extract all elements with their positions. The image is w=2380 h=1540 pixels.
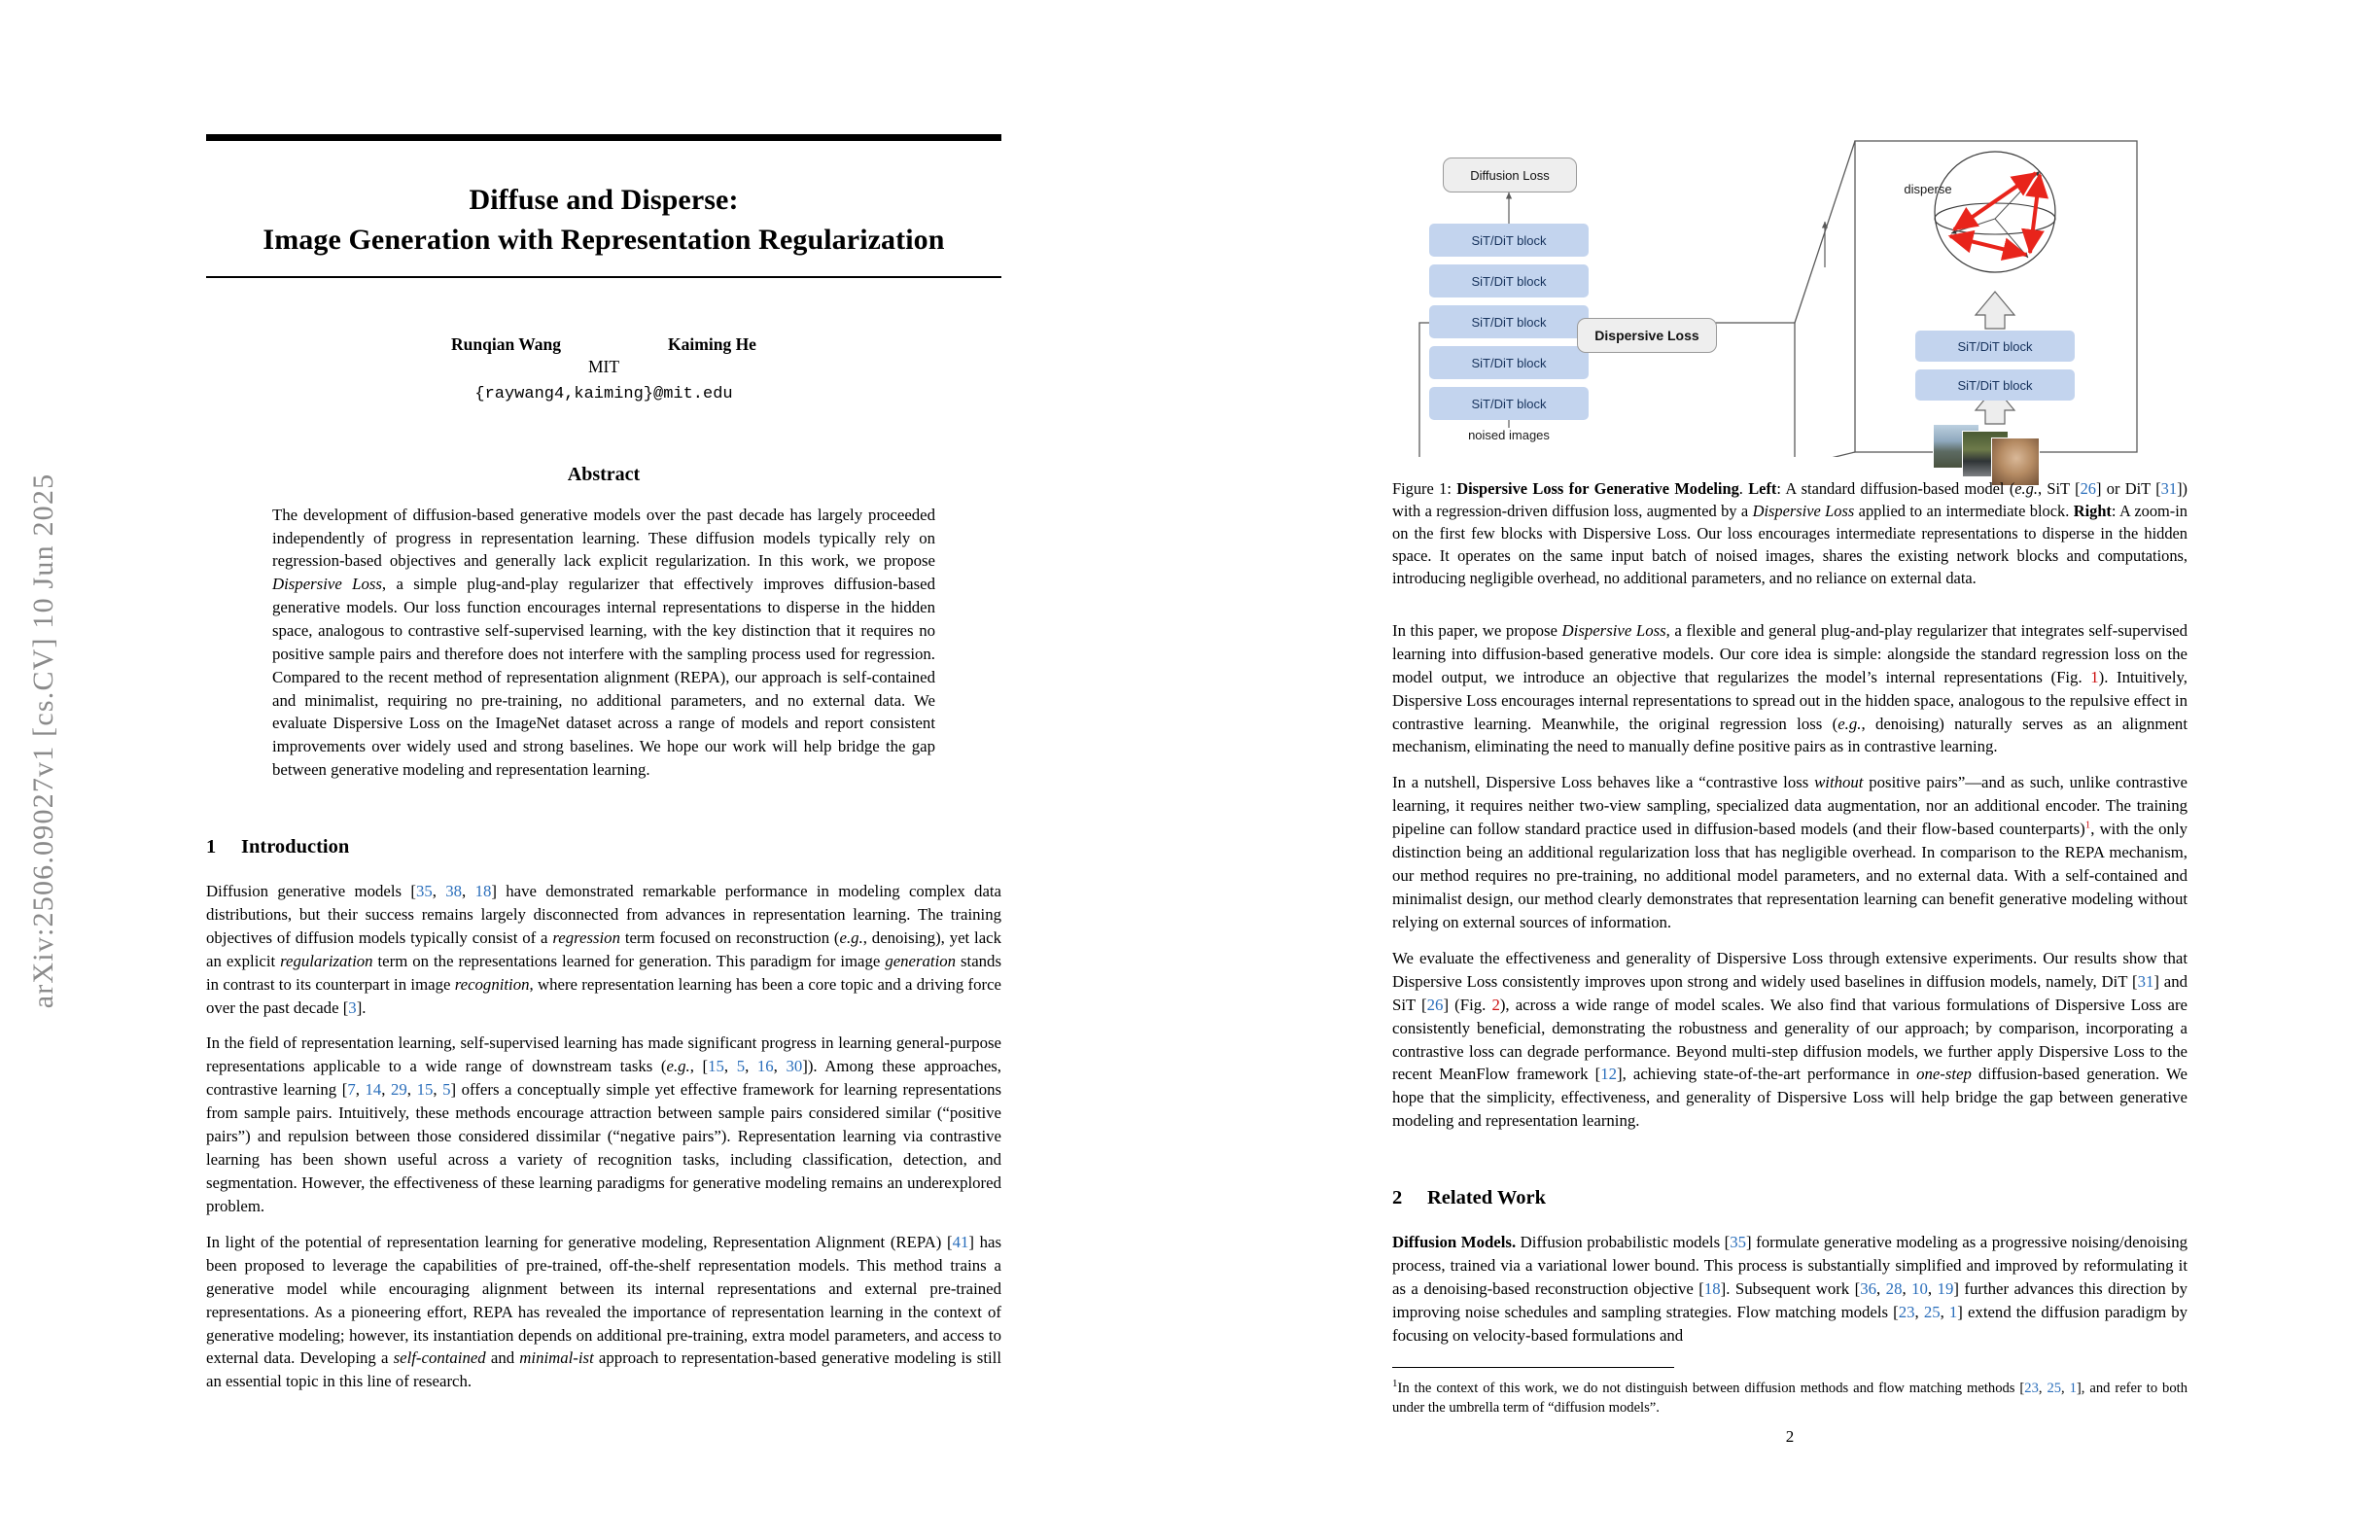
citation-link[interactable]: 23 xyxy=(2024,1381,2039,1397)
citation-link[interactable]: 41 xyxy=(952,1232,969,1251)
sit-dit-block: SiT/DiT block xyxy=(1915,369,2075,401)
sit-dit-block: SiT/DiT block xyxy=(1429,305,1589,338)
section-heading-related-work xyxy=(1392,1187,2188,1209)
citation-link[interactable]: 5 xyxy=(736,1057,746,1076)
page-number: 2 xyxy=(1785,1427,1795,1446)
figure-reference-link[interactable]: 1 xyxy=(2090,667,2099,686)
left-column xyxy=(206,134,1001,1406)
citation-link[interactable]: 18 xyxy=(474,881,492,900)
body-paragraph: Diffusion Models. Diffusion probabilistic models [35] formulate generative modeling as a progressive noising/denoising process, trained via a variational lower bound. This process is substantially simplified and improved by reformulating it as a denoising-based reconstruction objective [18]. Subsequent work [36, 28, 10, 19] further advances this direction by improving noise schedules and sampling strategies. Flow matching models [23, 25, 1] extend the diffusion paradigm by focusing on velocity-based formulations and xyxy=(1392,1233,2188,1345)
sit-dit-block: SiT/DiT block xyxy=(1429,387,1589,420)
arxiv-stamp: arXiv:2506.09027v1 [cs.CV] 10 Jun 2025 xyxy=(27,472,59,1009)
footnote-area xyxy=(1392,1367,2188,1418)
right-column-body xyxy=(1392,619,2188,1133)
citation-link[interactable]: 38 xyxy=(445,881,463,900)
related-work-body xyxy=(1392,1231,2188,1348)
citation-link[interactable]: 7 xyxy=(347,1080,356,1100)
citation-link[interactable]: 31 xyxy=(2137,971,2154,991)
sit-dit-block: SiT/DiT block xyxy=(1429,346,1589,379)
citation-link[interactable]: 16 xyxy=(756,1057,774,1076)
citation-link[interactable]: 19 xyxy=(1937,1279,1954,1299)
citation-link[interactable]: 31 xyxy=(2160,479,2178,498)
introduction-body xyxy=(206,880,1001,1393)
abstract-text: The development of diffusion-based generative models over the past decade has largely proceeded independently of progress in representation learning. These diffusion models typically rely on regression-based objectives and generally lack explicit regularization. In this work, we propose Dispersive Loss, a simple plug-and-play regularizer that effectively improves diffusion-based generative models. Our loss function encourages internal representations to disperse in the hidden space, analogous to contrastive self-supervised learning, with the key distinction that it requires no positive sample pairs and therefore does not interfere with the sampling process used for regression. Compared to the recent method of representation alignment (REPA), our approach is self-contained and minimalist, requiring no pre-training, no additional parameters, and no external data. We evaluate Dispersive Loss on the ImageNet dataset across a range of models and report consistent improvements over widely used and strong baselines. We hope our work will help bridge the gap between generative modeling and representation learning. xyxy=(272,505,935,780)
citation-link[interactable]: 26 xyxy=(1426,995,1444,1014)
citation-link[interactable]: 29 xyxy=(391,1080,407,1100)
author-email: {raywang4,kaiming}@mit.edu xyxy=(474,384,733,403)
citation-link[interactable]: 23 xyxy=(1898,1302,1915,1321)
figure-1 xyxy=(1392,136,2188,457)
section-number: 2 xyxy=(1392,1187,1403,1209)
citation-link[interactable]: 25 xyxy=(1923,1302,1941,1321)
author-name: Kaiming He xyxy=(668,333,756,354)
right-column xyxy=(1392,465,2188,1418)
section-title: Related Work xyxy=(1427,1187,1547,1209)
footnote-1: $^1$In the context of this work, we do not distinguish between diffusion methods and flow matching methods [23, 25, 1], and refer to both under the umbrella term of “diffusion models”. xyxy=(1392,1378,2188,1417)
footnote-marker[interactable]: 1 xyxy=(2084,819,2091,831)
sit-dit-block: SiT/DiT block xyxy=(1429,264,1589,298)
section-heading-introduction xyxy=(206,836,1001,858)
citation-link[interactable]: 28 xyxy=(1885,1279,1903,1299)
abstract-heading: Abstract xyxy=(567,463,641,485)
citation-link[interactable]: 1 xyxy=(1948,1302,1958,1321)
section-number: 1 xyxy=(206,835,217,858)
title-bottom-rule xyxy=(206,276,1001,278)
body-paragraph: We evaluate the effectiveness and generality of Dispersive Loss through extensive experiments. Our results show that Dispersive Loss consistently improves upon strong and widely used baselines in diffusion models, namely, DiT [31] and SiT [26] (Fig. 2), across a wide range of model scales. We also find that various formulations of Dispersive Loss are consistently beneficial, demonstrating the robustness and generality of our approach; by comparison, incorporating a contrastive loss can degrade performance. Beyond multi-step diffusion models, we further apply Dispersive Loss to the recent MeanFlow framework [12], achieving state-of-the-art performance in one-step diffusion-based generation. We hope that the simplicity, effectiveness, and generality of Dispersive Loss will help bridge the gap between generative modeling and representation learning. xyxy=(1392,948,2188,1131)
citation-link[interactable]: 5 xyxy=(442,1080,451,1100)
affiliation: MIT xyxy=(587,356,620,376)
footnote-number: 1 xyxy=(1392,1378,1398,1390)
sit-dit-block: SiT/DiT block xyxy=(1915,331,2075,362)
page-title xyxy=(206,180,1001,261)
citation-link[interactable]: 35 xyxy=(415,881,433,900)
citation-link[interactable]: 12 xyxy=(1600,1065,1617,1084)
diffusion-loss-box: Diffusion Loss xyxy=(1443,158,1577,192)
citation-link[interactable]: 3 xyxy=(348,998,357,1017)
citation-link[interactable]: 18 xyxy=(1703,1279,1721,1299)
citation-link[interactable]: 36 xyxy=(1860,1279,1877,1299)
citation-link[interactable]: 15 xyxy=(708,1057,724,1076)
dispersive-loss-box: Dispersive Loss xyxy=(1577,318,1717,353)
citation-link[interactable]: 35 xyxy=(1730,1233,1747,1252)
citation-link[interactable]: 14 xyxy=(365,1080,382,1100)
citation-link[interactable]: 30 xyxy=(786,1057,803,1076)
disperse-label: disperse xyxy=(1904,182,1952,196)
citation-link[interactable]: 10 xyxy=(1911,1279,1928,1299)
sit-dit-block: SiT/DiT block xyxy=(1429,224,1589,257)
figure-reference-link[interactable]: 2 xyxy=(1491,995,1500,1014)
citation-link[interactable]: 26 xyxy=(2080,479,2096,498)
noised-images-label: noised images xyxy=(1468,428,1550,442)
title-line-2: Image Generation with Representation Regularization xyxy=(262,224,945,257)
title-top-rule xyxy=(206,134,1001,141)
section-title: Introduction xyxy=(241,835,350,858)
author-name: Runqian Wang xyxy=(451,333,562,354)
body-paragraph: In the field of representation learning, self-supervised learning has made significant progress in learning general-purpose representations applicable to a wide range of downstream tasks (e.g., [15, 5, 16, 30]). Among these approaches, contrastive learning [7, 14, 29, 15, 5] offers a conceptually simple yet effective framework for learning representations from sample pairs. Intuitively, these methods encourage attraction between sample pairs considered similar (“positive pairs”) and repulsion between those considered dissimilar (“negative pairs”). Representation learning via contrastive learning has been shown useful across a variety of recognition tasks, including classification, detection, and segmentation. However, the effectiveness of these learning paradigms for generative modeling remains an underexplored problem. xyxy=(206,1033,1002,1215)
body-paragraph: In light of the potential of representation learning for generative modeling, Representation Alignment (REPA) [41] has been proposed to leverage the capabilities of pre-trained, off-the-shelf representation models. This method trains a generative model while encouraging alignment between its internal representations and external pre-trained representations. As a pioneering effort, REPA has revealed the importance of representation learning in the context of generative modeling; however, its instantiation depends on additional pre-training, extra model parameters, and access to external data. Developing a self-contained and minimal-ist approach to representation-based generative modeling is still an essential topic in this line of research. xyxy=(206,1232,1001,1391)
body-paragraph: Diffusion generative models [35, 38, 18] have demonstrated remarkable performance in modeling complex data distributions, but their success remains largely disconnected from advances in representation learning. The training objectives of diffusion models typically consist of a regression term focused on reconstruction (e.g., denoising), yet lack an explicit regularization term on the representations learned for generation. This paradigm for image generation stands in contrast to its counterpart in image recognition, where representation learning has been a core topic and a driving force over the past decade [3]. xyxy=(206,881,1002,1017)
citation-link[interactable]: 15 xyxy=(416,1080,434,1100)
citation-link[interactable]: 25 xyxy=(2047,1381,2062,1397)
body-paragraph: In this paper, we propose Dispersive Loss, a flexible and general plug-and-play regularizer that integrates self-supervised learning into diffusion-based generative models. Our core idea is simple: alongside the standard regression loss on the model output, we introduce an objective that regularizes the model’s internal representations (Fig. 1). Intuitively, Dispersive Loss encourages internal representations to spread out in the hidden space, analogous to the repulsive effect in contrastive learning. Meanwhile, the original regression loss (e.g., denoising) naturally serves as an alignment mechanism, eliminating the need to manually define positive pairs as in contrastive learning. xyxy=(1392,620,2188,756)
title-line-1: Diffuse and Disperse: xyxy=(469,184,739,216)
figure-1-caption: Figure 1: Dispersive Loss for Generative Modeling. Left: A standard diffusion-based model (e.g., SiT [26] or DiT [31]) with a regression-driven diffusion loss, augmented by a Dispersive Loss applied to an intermediate block. Right: A zoom-in on the first few blocks with Dispersive Loss. Our loss encourages intermediate representations to disperse in the hidden space. It operates on the same input batch of noised images, shares the existing network blocks and computations, introducing negligible overhead, no additional parameters, and no reliance on external data. xyxy=(1392,479,2188,587)
author-list xyxy=(206,334,1001,355)
footnote-separator xyxy=(1392,1367,1674,1368)
citation-link[interactable]: 1 xyxy=(2069,1381,2077,1397)
body-paragraph: In a nutshell, Dispersive Loss behaves like a “contrastive loss without positive pairs”—and as such, unlike contrastive learning, it requires neither two-view sampling, specialized data augmentation, nor an additional encoder. The training pipeline can follow standard practice used in diffusion-based models (and their flow-based counterparts)$^1$, with the only distinction being an additional regularization loss that has negligible overhead. In comparison to the REPA mechanism, our method requires no pre-training, no additional model parameters, and no external data. With a self-contained and minimalist design, our method clearly demonstrates that representation learning can benefit generative modeling without relying on external sources of information. xyxy=(1392,773,2188,931)
